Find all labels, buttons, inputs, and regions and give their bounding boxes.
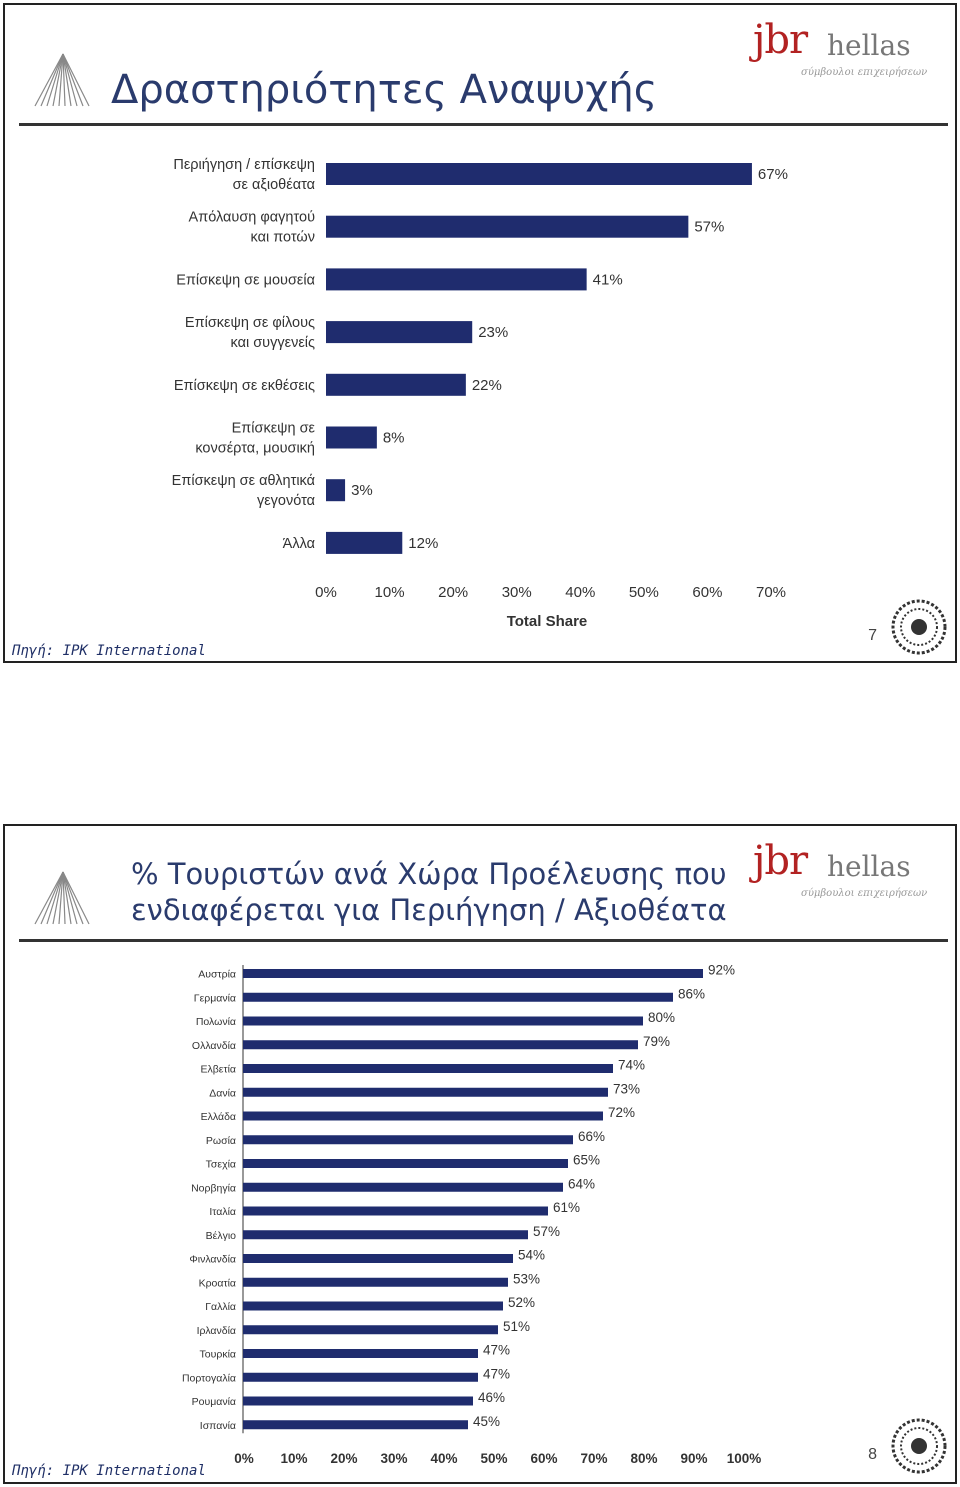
category-label: Περιήγηση / επίσκεψη <box>173 157 315 173</box>
data-label: 73% <box>613 1081 641 1097</box>
category-label: Πορτογαλία <box>181 1372 236 1385</box>
category-label: Αυστρία <box>198 968 236 981</box>
category-label: και συγγενείς <box>230 335 315 352</box>
tick-label: 70% <box>755 584 787 601</box>
bar <box>243 1420 468 1429</box>
bar <box>243 1207 548 1216</box>
data-label: 41% <box>592 271 623 289</box>
tick-label: 40% <box>565 584 596 601</box>
category-label: Ιρλανδία <box>196 1324 236 1337</box>
bar <box>243 1183 563 1192</box>
tick-label: 0% <box>234 1451 254 1466</box>
category-label: Πολωνία <box>195 1016 236 1028</box>
data-label: 23% <box>478 324 509 342</box>
brand-tagline: σύμβουλοι επιχειρήσεων <box>801 888 928 899</box>
brand-tagline: σύμβουλοι επιχειρήσεων <box>801 67 928 78</box>
category-label: Επίσκεψη σε φίλους <box>184 315 315 332</box>
tick-label: 20% <box>438 584 469 601</box>
data-label: 92% <box>708 962 736 978</box>
source-note: Πηγή: IPK International <box>12 1463 206 1479</box>
data-label: 22% <box>471 376 502 394</box>
data-label: 54% <box>518 1247 546 1263</box>
data-label: 64% <box>568 1176 596 1192</box>
tick-label: 60% <box>530 1451 558 1466</box>
data-label: 57% <box>533 1223 561 1239</box>
bar <box>243 1064 613 1073</box>
bar <box>243 1112 603 1121</box>
seal-icon <box>891 1418 947 1474</box>
bar <box>326 268 587 290</box>
category-label: Δανία <box>209 1087 236 1100</box>
category-label: Γερμανία <box>193 992 236 1005</box>
category-label: Κροατία <box>198 1277 236 1290</box>
data-label: 61% <box>553 1200 581 1215</box>
slide-title: Δραστηριότητες Αναψυχής <box>111 67 658 113</box>
data-label: 79% <box>643 1033 671 1049</box>
category-label: Ελλάδα <box>200 1111 236 1123</box>
data-label: 67% <box>757 166 788 183</box>
slide-2 <box>3 824 957 1484</box>
bar <box>326 479 345 501</box>
bar <box>243 1040 638 1049</box>
data-label: 74% <box>618 1057 646 1073</box>
data-label: 66% <box>578 1128 606 1144</box>
source-note: Πηγή: IPK International <box>12 643 206 659</box>
bar <box>243 993 673 1002</box>
bar <box>243 1349 478 1358</box>
category-label: Ιταλία <box>209 1206 236 1218</box>
bar <box>326 427 377 449</box>
tick-label: 50% <box>628 584 659 601</box>
category-label: Ισπανία <box>199 1419 236 1432</box>
category-label: Φινλανδία <box>189 1253 236 1266</box>
slide-1 <box>3 3 957 663</box>
bar <box>326 374 466 396</box>
bar <box>326 163 752 185</box>
category-label: Επίσκεψη σε αθλητικά <box>171 473 315 490</box>
bar <box>243 1088 608 1097</box>
tick-label: 100% <box>726 1451 762 1466</box>
bar <box>243 1325 498 1334</box>
tick-label: 90% <box>680 1451 708 1466</box>
tick-label: 10% <box>280 1451 308 1466</box>
data-label: 57% <box>694 218 725 236</box>
country-interest-chart <box>5 826 955 1482</box>
bar <box>326 321 472 343</box>
bar <box>243 969 703 978</box>
tick-label: 60% <box>692 584 723 601</box>
data-label: 52% <box>508 1295 536 1310</box>
tick-label: 0% <box>315 584 337 601</box>
category-label: σε αξιοθέατα <box>232 177 315 193</box>
category-label: Ρουμανία <box>191 1396 236 1408</box>
tick-label: 70% <box>580 1451 608 1466</box>
data-label: 86% <box>678 986 706 1002</box>
leisure-activities-chart <box>5 5 955 661</box>
bar <box>243 1278 508 1287</box>
category-label: Επίσκεψη σε <box>231 420 315 437</box>
category-label: Νορβηγία <box>191 1182 236 1195</box>
seal-icon <box>891 599 947 655</box>
tick-label: 30% <box>380 1451 408 1466</box>
category-label: Τουρκία <box>199 1348 236 1361</box>
bar <box>326 532 402 554</box>
data-label: 46% <box>478 1390 506 1405</box>
data-label: 8% <box>382 429 405 447</box>
page-number: 7 <box>868 627 877 644</box>
bar <box>243 1230 528 1239</box>
data-label: 45% <box>473 1413 501 1429</box>
x-axis-title: Total Share <box>506 613 588 630</box>
category-label: Επίσκεψη σε μουσεία <box>176 272 315 289</box>
page-number: 8 <box>868 1446 877 1463</box>
bar <box>326 216 688 238</box>
category-label: Επίσκεψη σε εκθέσεις <box>173 377 315 394</box>
category-label: Ρωσία <box>205 1134 236 1147</box>
tick-label: 40% <box>430 1451 458 1466</box>
tick-label: 80% <box>630 1451 658 1466</box>
bar <box>243 1135 573 1144</box>
data-label: 72% <box>608 1105 636 1120</box>
data-label: 12% <box>408 534 439 552</box>
category-label: Βέλγιο <box>205 1229 236 1242</box>
category-label: κονσέρτα, μουσική <box>195 440 315 457</box>
data-label: 47% <box>483 1366 511 1382</box>
data-label: 80% <box>648 1010 676 1025</box>
data-label: 3% <box>351 482 373 500</box>
data-label: 53% <box>513 1271 541 1287</box>
bar <box>243 1017 643 1026</box>
category-label: Απόλαυση φαγητού <box>188 209 315 226</box>
category-label: Τσεχία <box>205 1158 236 1171</box>
category-label: και ποτών <box>250 229 315 246</box>
brand-name-part2: hellas <box>827 29 911 62</box>
category-label: Άλλα <box>282 535 315 552</box>
tick-label: 30% <box>501 584 532 601</box>
brand-name-part1: jbr <box>753 17 808 63</box>
tick-label: 20% <box>330 1451 358 1466</box>
slide-title: % Τουριστών ανά Χώρα Προέλευσης που ενδιαφέρεται για Περιήγηση / Αξιοθέατα <box>131 857 727 927</box>
category-label: Γαλλία <box>205 1301 236 1313</box>
category-label: γεγονότα <box>256 493 315 510</box>
bar <box>243 1254 513 1263</box>
data-label: 51% <box>503 1318 531 1334</box>
bar <box>243 1159 568 1168</box>
bar <box>243 1302 503 1311</box>
data-label: 47% <box>483 1342 511 1358</box>
category-label: Ελβετία <box>200 1063 236 1076</box>
bar <box>243 1397 473 1406</box>
brand-name-part2: hellas <box>827 850 911 883</box>
tick-label: 50% <box>480 1451 508 1466</box>
category-label: Ολλανδία <box>191 1039 236 1052</box>
brand-name-part1: jbr <box>753 838 808 884</box>
bar <box>243 1373 478 1382</box>
data-label: 65% <box>573 1152 601 1168</box>
tick-label: 10% <box>374 584 405 601</box>
